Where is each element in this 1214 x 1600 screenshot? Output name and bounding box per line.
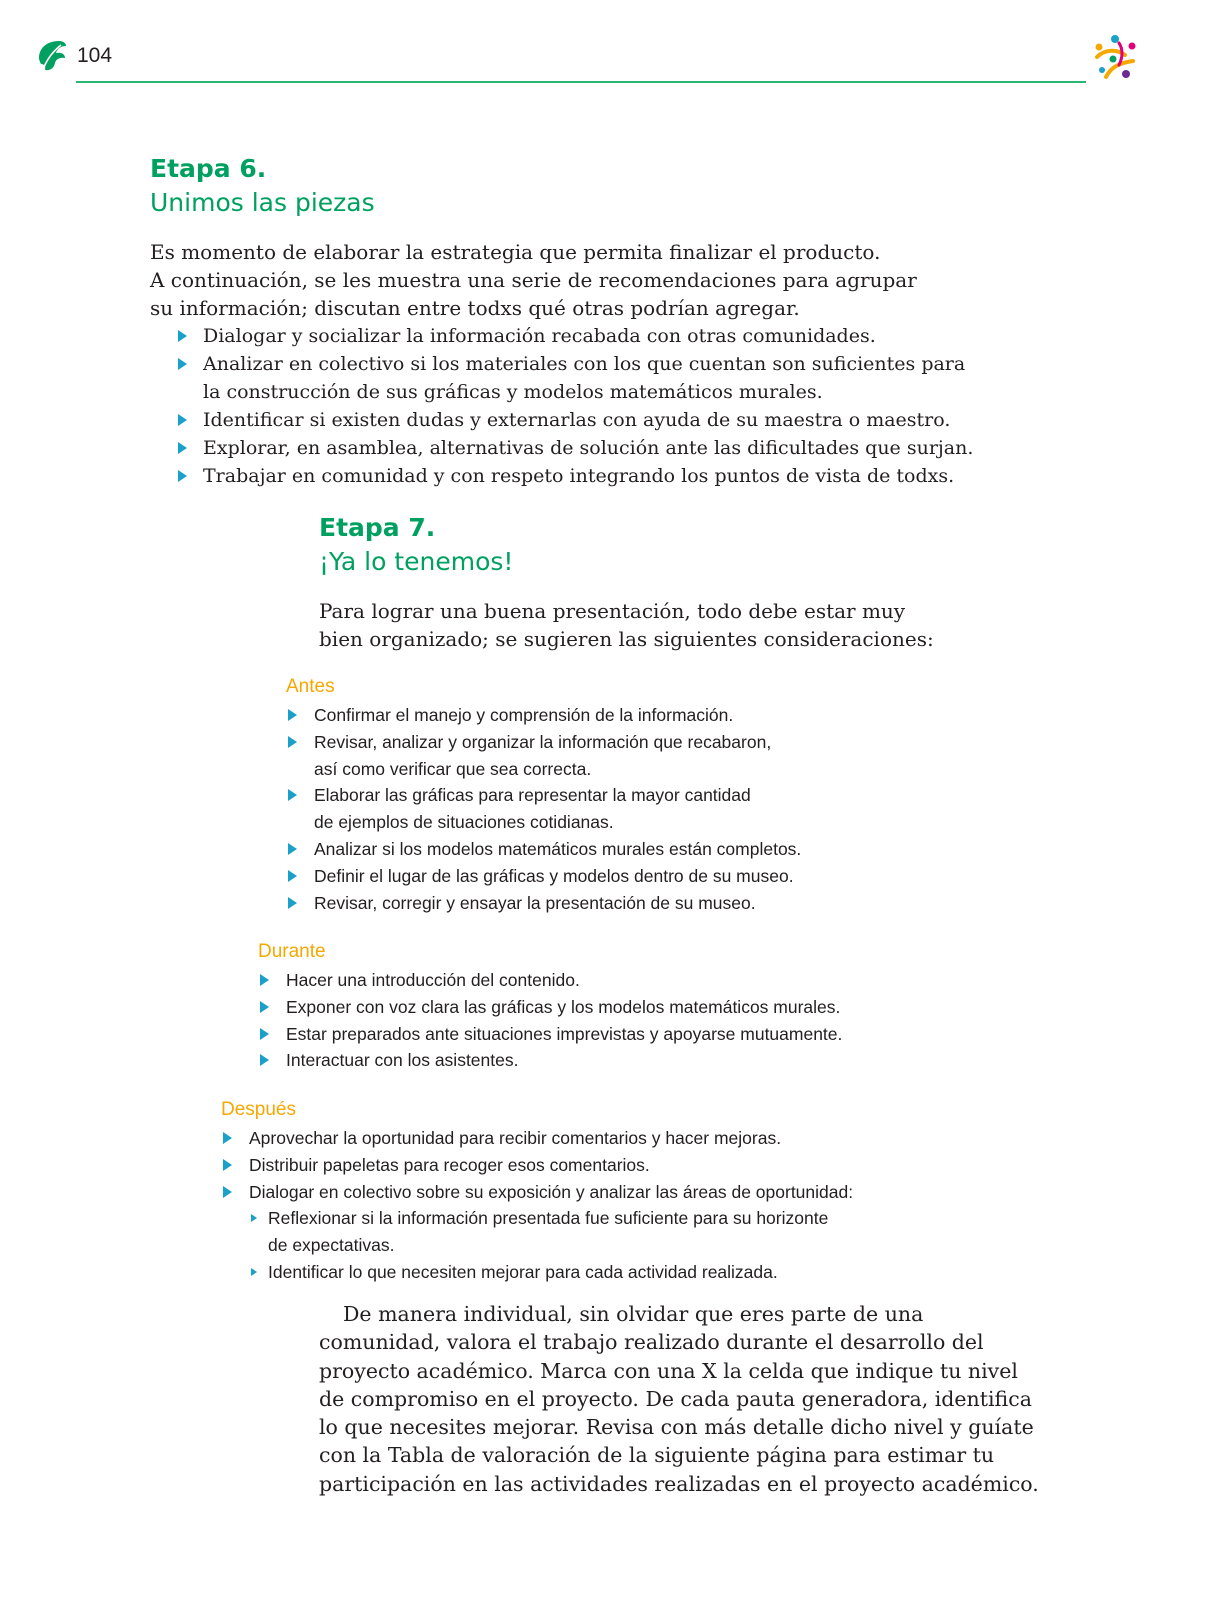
bullet-arrow-icon (260, 1001, 269, 1013)
list-item-text: Explorar, en asamblea, alternativas de solución ante las dificultades que surjan. (203, 437, 974, 459)
list-item (250, 1259, 828, 1286)
despues-sub-bullet-list (250, 1205, 828, 1285)
header-rule (76, 81, 1086, 83)
closing-line: de compromiso en el proyecto. De cada pauta generadora, identifica (319, 1386, 1032, 1411)
etapa6-intro-line: A continuación, se les muestra una serie de recomendaciones para agrupar (150, 268, 917, 292)
durante-label: Durante (258, 941, 326, 962)
list-item-text: Estar preparados ante situaciones imprevistas y apoyarse mutuamente. (286, 1023, 843, 1044)
list-item-text: Revisar, analizar y organizar la información que recabaron, (314, 731, 772, 752)
list-item (258, 967, 842, 994)
closing-line: lo que necesites mejorar. Revisa con más detalle dicho nivel y guíate (319, 1415, 1034, 1440)
list-item-text: la construcción de sus gráficas y modelos matemáticos murales. (203, 381, 823, 403)
list-item-text: Dialogar en colectivo sobre su exposición y analizar las áreas de oportunidad: (249, 1181, 854, 1202)
list-item (286, 863, 801, 890)
list-item (286, 782, 801, 836)
etapa6-heading (150, 152, 375, 220)
etapa6-bullet-list (176, 322, 973, 490)
bullet-arrow-icon (288, 843, 297, 855)
list-item (286, 702, 801, 729)
list-item (286, 729, 801, 783)
despues-label: Después (221, 1099, 296, 1120)
list-item-text: así como verificar que sea correcta. (314, 758, 592, 779)
etapa7-heading (319, 511, 513, 579)
closing-paragraph (319, 1300, 1039, 1498)
bullet-arrow-icon (178, 414, 187, 426)
list-item (258, 1047, 842, 1074)
list-item-text: Reflexionar si la información presentada fue suficiente para su horizonte (268, 1208, 829, 1228)
list-item (176, 462, 973, 490)
page-header (0, 0, 1214, 100)
bullet-arrow-icon (223, 1159, 232, 1171)
closing-line: participación en las actividades realizadas en el proyecto académico. (319, 1471, 1039, 1496)
bullet-arrow-icon (288, 709, 297, 721)
bullet-arrow-icon (251, 1214, 257, 1222)
list-item-text: Identificar si existen dudas y externarlas con ayuda de su maestra o maestro. (203, 409, 951, 431)
list-item-text: Interactuar con los asistentes. (286, 1050, 519, 1071)
closing-line: con la Tabla de valoración de la siguiente página para estimar tu (319, 1443, 995, 1468)
list-item (176, 406, 973, 434)
etapa7-title: Etapa 7. (319, 513, 436, 542)
etapa6-intro-line: Es momento de elaborar la estrategia que permita finalizar el producto. (150, 240, 881, 264)
bullet-arrow-icon (178, 358, 187, 370)
etapa6-title: Etapa 6. (150, 154, 267, 183)
list-item (286, 836, 801, 863)
etapa6-subtitle: Unimos las piezas (150, 188, 375, 217)
list-item-text: Identificar lo que necesiten mejorar para cada actividad realizada. (268, 1261, 778, 1282)
list-item-text: Exponer con voz clara las gráficas y los modelos matemáticos murales. (286, 996, 841, 1017)
bullet-arrow-icon (288, 789, 297, 801)
closing-line: proyecto académico. Marca con una X la celda que indique tu nivel (319, 1358, 1018, 1383)
etapa7-subtitle: ¡Ya lo tenemos! (319, 547, 514, 576)
bullet-arrow-icon (223, 1186, 232, 1198)
antes-label: Antes (286, 676, 335, 697)
list-item (250, 1205, 828, 1259)
bullet-arrow-icon (178, 442, 187, 454)
leaf-icon (35, 38, 69, 72)
etapa6-intro (150, 238, 917, 322)
bullet-arrow-icon (251, 1268, 257, 1276)
bullet-arrow-icon (260, 1028, 269, 1040)
bullet-arrow-icon (178, 330, 187, 342)
etapa7-intro-line: bien organizado; se sugieren las siguientes consideraciones: (319, 627, 934, 651)
list-item-text: Aprovechar la oportunidad para recibir comentarios y hacer mejoras. (249, 1128, 782, 1148)
etapa6-intro-line: su información; discutan entre todxs qué otras podrían agregar. (150, 296, 800, 320)
list-item (258, 994, 842, 1021)
etapa7-intro-line: Para lograr una buena presentación, todo debe estar muy (319, 599, 906, 623)
list-item-text: Confirmar el manejo y comprensión de la información. (314, 705, 734, 725)
etapa7-intro (319, 597, 934, 653)
list-item (258, 1021, 842, 1048)
list-item-text: Analizar si los modelos matemáticos murales están completos. (314, 838, 802, 859)
list-item-text: Trabajar en comunidad y con respeto integrando los puntos de vista de todxs. (203, 465, 955, 487)
list-item-text: Revisar, corregir y ensayar la presentación de su museo. (314, 892, 756, 913)
list-item (221, 1152, 853, 1179)
list-item-text: Hacer una introducción del contenido. (286, 970, 580, 990)
bullet-arrow-icon (178, 470, 187, 482)
list-item-text: Distribuir papeletas para recoger esos comentarios. (249, 1154, 650, 1175)
list-item-text: de expectativas. (268, 1234, 395, 1255)
list-item-text: Analizar en colectivo si los materiales con los que cuentan son suficientes para (203, 353, 966, 375)
bullet-arrow-icon (288, 870, 297, 882)
bullet-arrow-icon (288, 897, 297, 909)
list-item-text: Dialogar y socializar la información recabada con otras comunidades. (203, 325, 876, 347)
list-item-text: Definir el lugar de las gráficas y modelos dentro de su museo. (314, 865, 794, 886)
community-logo-icon (1089, 33, 1141, 85)
antes-bullet-list (286, 702, 801, 916)
list-item (221, 1179, 853, 1206)
list-item (176, 322, 973, 350)
bullet-arrow-icon (223, 1132, 232, 1144)
page-number: 104 (77, 44, 113, 67)
bullet-arrow-icon (288, 736, 297, 748)
closing-line: comunidad, valora el trabajo realizado durante el desarrollo del (319, 1330, 984, 1355)
list-item-text: Elaborar las gráficas para representar la mayor cantidad (314, 785, 751, 806)
list-item (176, 434, 973, 462)
durante-bullet-list (258, 967, 842, 1074)
bullet-arrow-icon (260, 1054, 269, 1066)
list-item (286, 890, 801, 917)
list-item (176, 350, 973, 406)
list-item (221, 1125, 853, 1152)
list-item-text: de ejemplos de situaciones cotidianas. (314, 812, 614, 833)
bullet-arrow-icon (260, 974, 269, 986)
closing-line: De manera individual, sin olvidar que eres parte de una (343, 1302, 924, 1326)
despues-bullet-list (221, 1125, 853, 1205)
